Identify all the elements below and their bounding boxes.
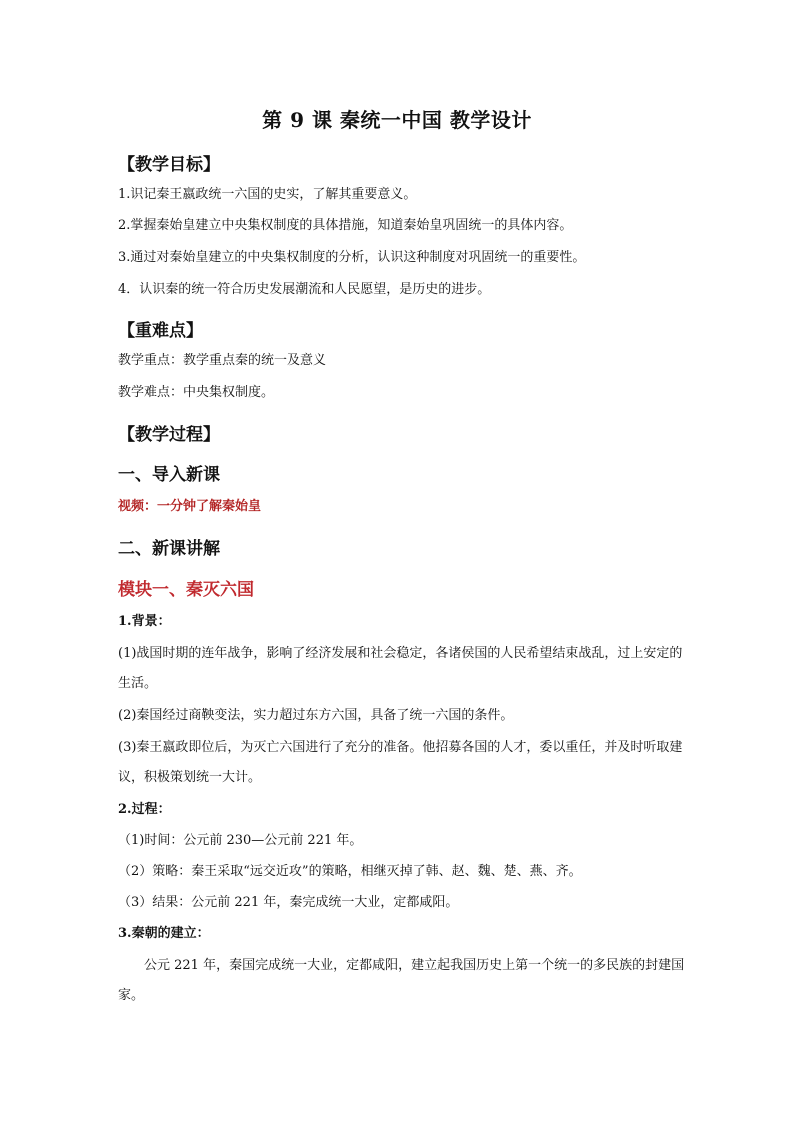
course-item-3: （3）结果：公元前 221 年，秦完成统一大业，定都咸阳。 (118, 895, 459, 910)
intro-video-link: 视频：一分钟了解秦始皇 (118, 499, 262, 514)
course-label: 2.过程： (118, 802, 171, 817)
key-points-heading: 【重难点】 (118, 321, 203, 341)
founding-label: 3.秦朝的建立： (118, 926, 210, 941)
course-item-2: （2）策略：秦王采取“远交近攻”的策略，相继灭掉了韩、赵、魏、楚、燕、齐。 (118, 864, 582, 879)
objective-item-3: 3.通过对秦始皇建立的中央集权制度的分析，认识这种制度对巩固统一的重要性。 (118, 250, 586, 265)
background-label: 1.背景： (118, 614, 171, 629)
teaching-focus: 教学重点：教学重点秦的统一及意义 (118, 353, 327, 368)
background-item-3: (3)秦王嬴政即位后，为灭亡六国进行了充分的准备。他招募各国的人才，委以重任，并及时听取建议，积极策划统一大计。 (118, 740, 683, 785)
objectives-heading: 【教学目标】 (118, 155, 220, 175)
process-heading: 【教学过程】 (118, 425, 220, 445)
teaching-difficulty: 教学难点：中央集权制度。 (118, 385, 275, 400)
module-1-heading: 模块一、秦灭六国 (118, 580, 254, 600)
objective-item-2: 2.掌握秦始皇建立中央集权制度的具体措施，知道秦始皇巩固统一的具体内容。 (118, 218, 573, 233)
objective-item-1: 1.识记秦王嬴政统一六国的史实，了解其重要意义。 (118, 187, 417, 202)
page-title: 第 9 课 秦统一中国 教学设计 (262, 108, 532, 132)
founding-text: 公元 221 年，秦国完成统一大业，定都咸阳，建立起我国历史上第一个统一的多民族的封建国家。 (118, 958, 685, 1003)
new-lesson-heading: 二、新课讲解 (118, 539, 220, 559)
intro-heading: 一、导入新课 (118, 465, 220, 485)
background-item-1: (1)战国时期的连年战争，影响了经济发展和社会稳定，各诸侯国的人民希望结束战乱，过上安定的生活。 (118, 646, 683, 691)
background-item-2: (2)秦国经过商鞅变法，实力超过东方六国，具备了统一六国的条件。 (118, 708, 514, 723)
objective-item-4: 4．认识秦的统一符合历史发展潮流和人民愿望，是历史的进步。 (118, 282, 491, 297)
course-item-1: （1)时间：公元前 230—公元前 221 年。 (118, 833, 363, 848)
